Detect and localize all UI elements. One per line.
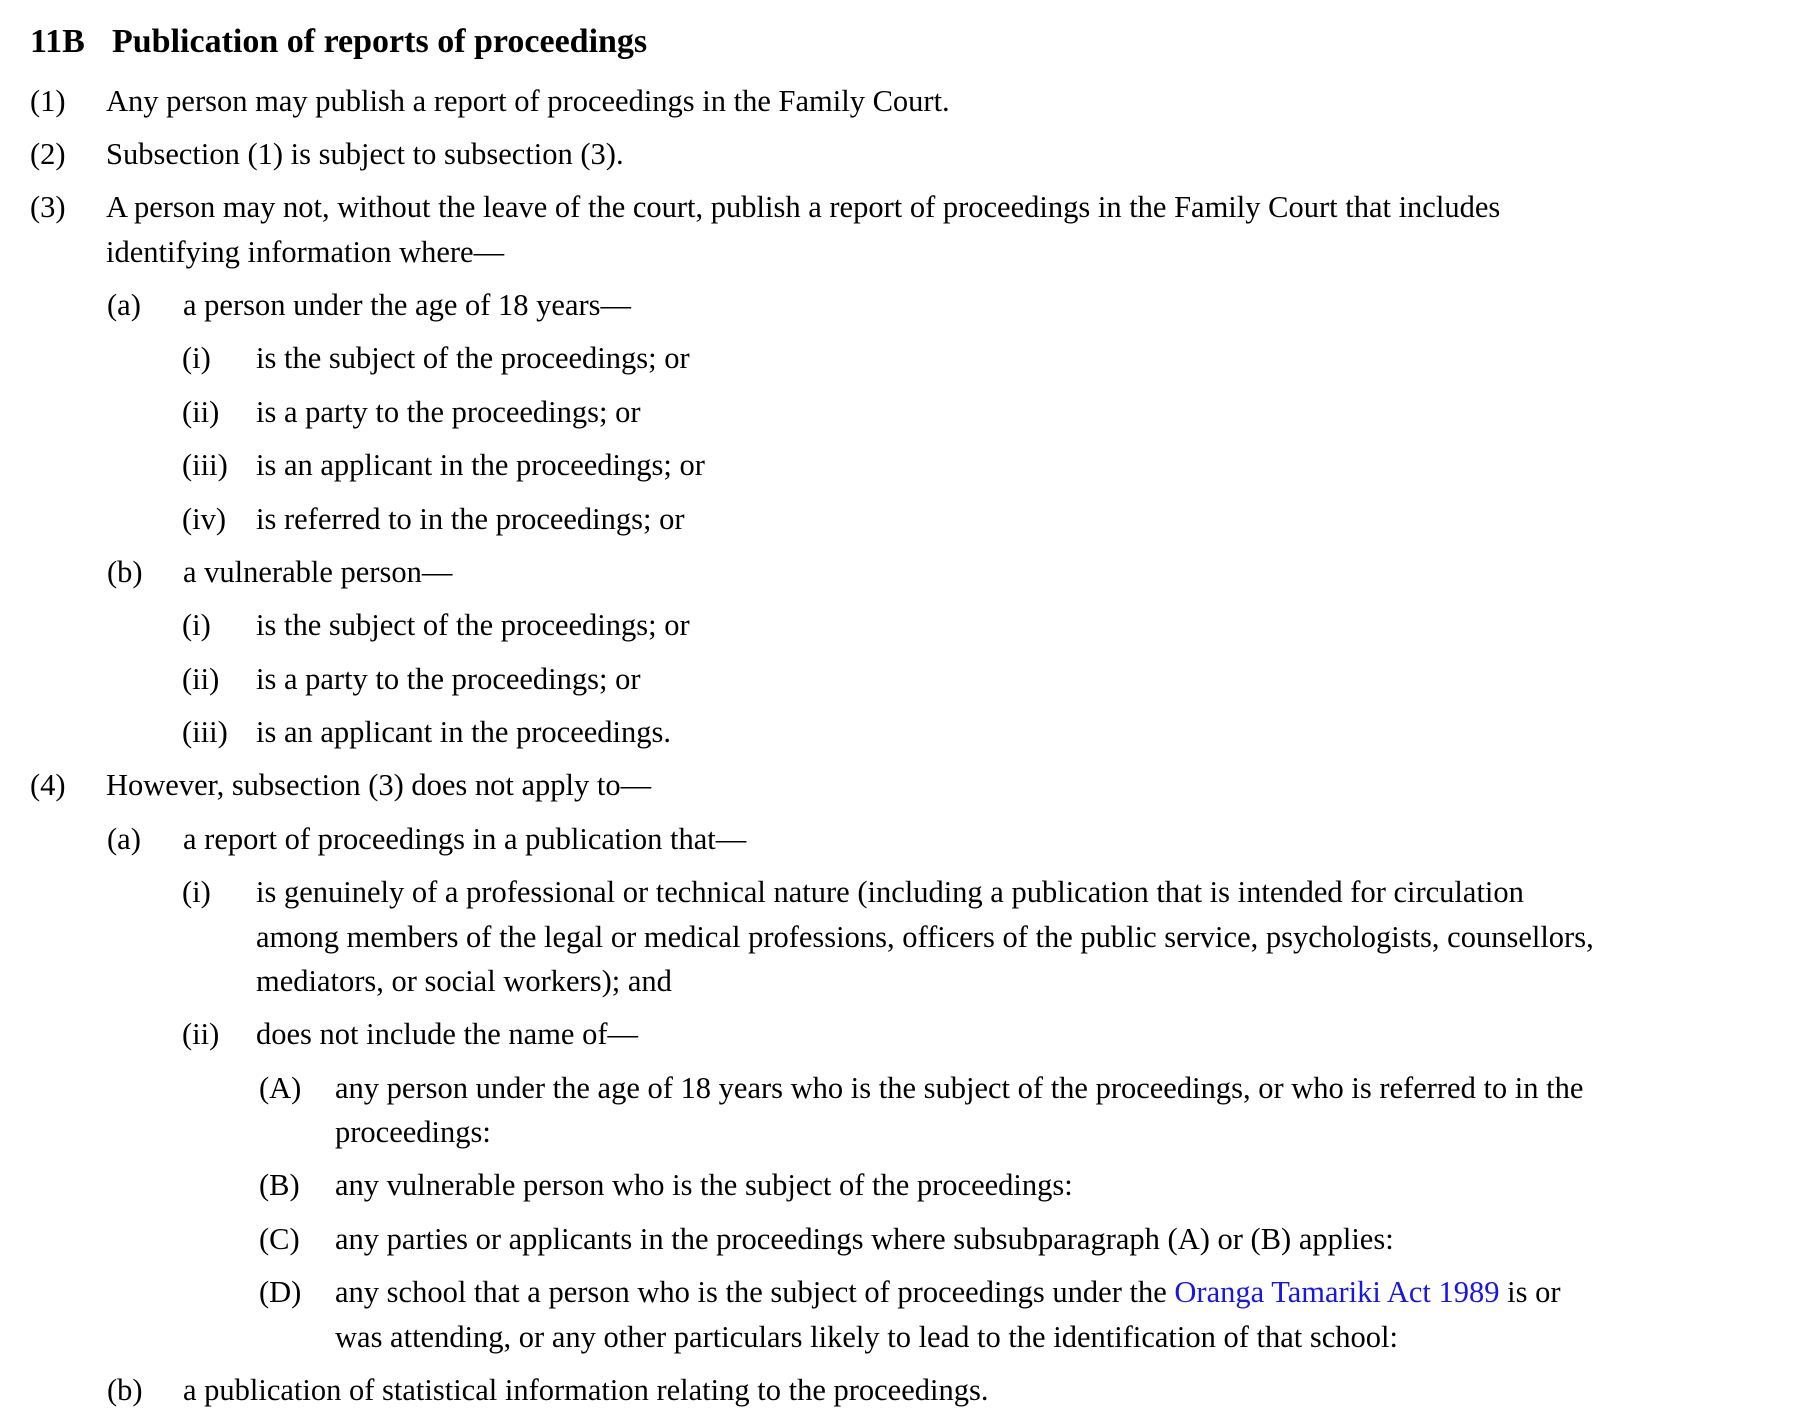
subsubparagraph-B (0, 1159, 1810, 1212)
section-number: 11B (30, 23, 85, 60)
paragraph-b-marker: (b) (107, 1372, 143, 1407)
subsubparagraph-D-text (335, 1270, 1605, 1359)
subsection-2-marker: (2) (30, 136, 66, 171)
subsection-4-text: However, subsection (3) does not apply to— (106, 768, 652, 803)
subsubparagraph-C (0, 1212, 1810, 1265)
subsubparagraph-C-text: any parties or applicants in the proceedings where subsubparagraph (A) or (B) applies: (335, 1221, 1394, 1256)
section-title: Publication of reports of proceedings (112, 23, 648, 60)
subsection-4-a-subparagraph-ii (0, 1008, 1810, 1061)
oranga-tamariki-act-1989-link[interactable]: Oranga Tamariki Act 1989 (1174, 1275, 1500, 1310)
paragraph-b-text: a vulnerable person— (183, 554, 453, 589)
subsection-2 (0, 127, 1810, 180)
subsection-3-marker: (3) (30, 190, 66, 225)
subsubparagraph-A (0, 1061, 1810, 1159)
subsection-4-a-subparagraph-i (0, 866, 1810, 1008)
subsection-1-marker: (1) (30, 83, 66, 118)
subsection-4 (0, 759, 1810, 812)
subsection-1-text: Any person may publish a report of proceedings in the Family Court. (106, 83, 950, 118)
subparagraph-i-text: is the subject of the proceedings; or (256, 341, 690, 376)
subsubparagraph-D-marker: (D) (259, 1275, 302, 1310)
subsection-4-marker: (4) (30, 768, 66, 803)
subsection-1 (0, 74, 1810, 127)
subsubparagraph-A-marker: (A) (259, 1070, 302, 1105)
subparagraph-ii-text: is a party to the proceedings; or (256, 394, 641, 429)
subsection-3-paragraph-b (0, 545, 1810, 598)
subparagraph-ii-marker: (ii) (182, 394, 220, 429)
subsubparagraph-B-text: any vulnerable person who is the subject of the proceedings: (335, 1168, 1073, 1203)
paragraph-a-text: a report of proceedings in a publication that— (183, 821, 747, 856)
subparagraph-iii-marker: (iii) (182, 448, 228, 483)
subsubparagraph-D-text-after-link: is or was attending, or any other particulars likely to lead to the identification of that school: (335, 1275, 1561, 1354)
subparagraph-ii-marker: (ii) (182, 1017, 220, 1052)
paragraph-a-marker: (a) (107, 288, 141, 323)
subparagraph-i-marker: (i) (182, 875, 211, 910)
subparagraph-iii-text: is an applicant in the proceedings. (256, 715, 672, 750)
paragraph-a-marker: (a) (107, 821, 141, 856)
subsection-3-paragraph-a (0, 279, 1810, 332)
subsection-3-a-subparagraph-ii (0, 385, 1810, 438)
paragraph-a-text: a person under the age of 18 years— (183, 288, 632, 323)
subsection-3-a-subparagraph-iii (0, 439, 1810, 492)
subparagraph-i-text: is the subject of the proceedings; or (256, 608, 690, 643)
subparagraph-i-marker: (i) (182, 341, 211, 376)
paragraph-b-marker: (b) (107, 554, 143, 589)
subparagraph-iii-marker: (iii) (182, 715, 228, 750)
subsection-3-b-subparagraph-iii (0, 706, 1810, 759)
subsection-4-paragraph-a (0, 812, 1810, 865)
subparagraph-i-text: is genuinely of a professional or technical nature (including a publication that is intended for circulation among members of the legal or medical professions, officers of the public service, psychologists, counsellors, mediators, or social workers); and (256, 875, 1594, 998)
subparagraph-iv-marker: (iv) (182, 501, 227, 536)
paragraph-b-text: a publication of statistical information relating to the proceedings. (183, 1372, 989, 1407)
section-heading (0, 22, 1810, 62)
subparagraph-iv-text: is referred to in the proceedings; or (256, 501, 685, 536)
subsubparagraph-D-text-before-link: any school that a person who is the subject of proceedings under the (335, 1275, 1175, 1310)
subsection-4-paragraph-b (0, 1363, 1810, 1416)
subsection-3-a-subparagraph-iv (0, 492, 1810, 545)
subsubparagraph-A-text: any person under the age of 18 years who is the subject of the proceedings, or who is referred to in the proceedings: (335, 1070, 1584, 1150)
subsection-3-a-subparagraph-i (0, 332, 1810, 385)
subparagraph-ii-text: is a party to the proceedings; or (256, 661, 641, 696)
subsection-3-b-subparagraph-i (0, 599, 1810, 652)
subparagraph-ii-text: does not include the name of— (256, 1017, 638, 1052)
subsubparagraph-B-marker: (B) (259, 1168, 300, 1203)
subparagraph-ii-marker: (ii) (182, 661, 220, 696)
subsubparagraph-C-marker: (C) (259, 1221, 300, 1256)
subsubparagraph-D (0, 1266, 1810, 1364)
subparagraph-iii-text: is an applicant in the proceedings; or (256, 448, 705, 483)
subsection-3 (0, 181, 1810, 279)
subparagraph-i-marker: (i) (182, 608, 211, 643)
subsection-3-b-subparagraph-ii (0, 652, 1810, 705)
subsection-2-text: Subsection (1) is subject to subsection (3). (106, 136, 624, 171)
subsection-3-text: A person may not, without the leave of the court, publish a report of proceedings in the Family Court that includes identifying information where— (106, 190, 1501, 269)
